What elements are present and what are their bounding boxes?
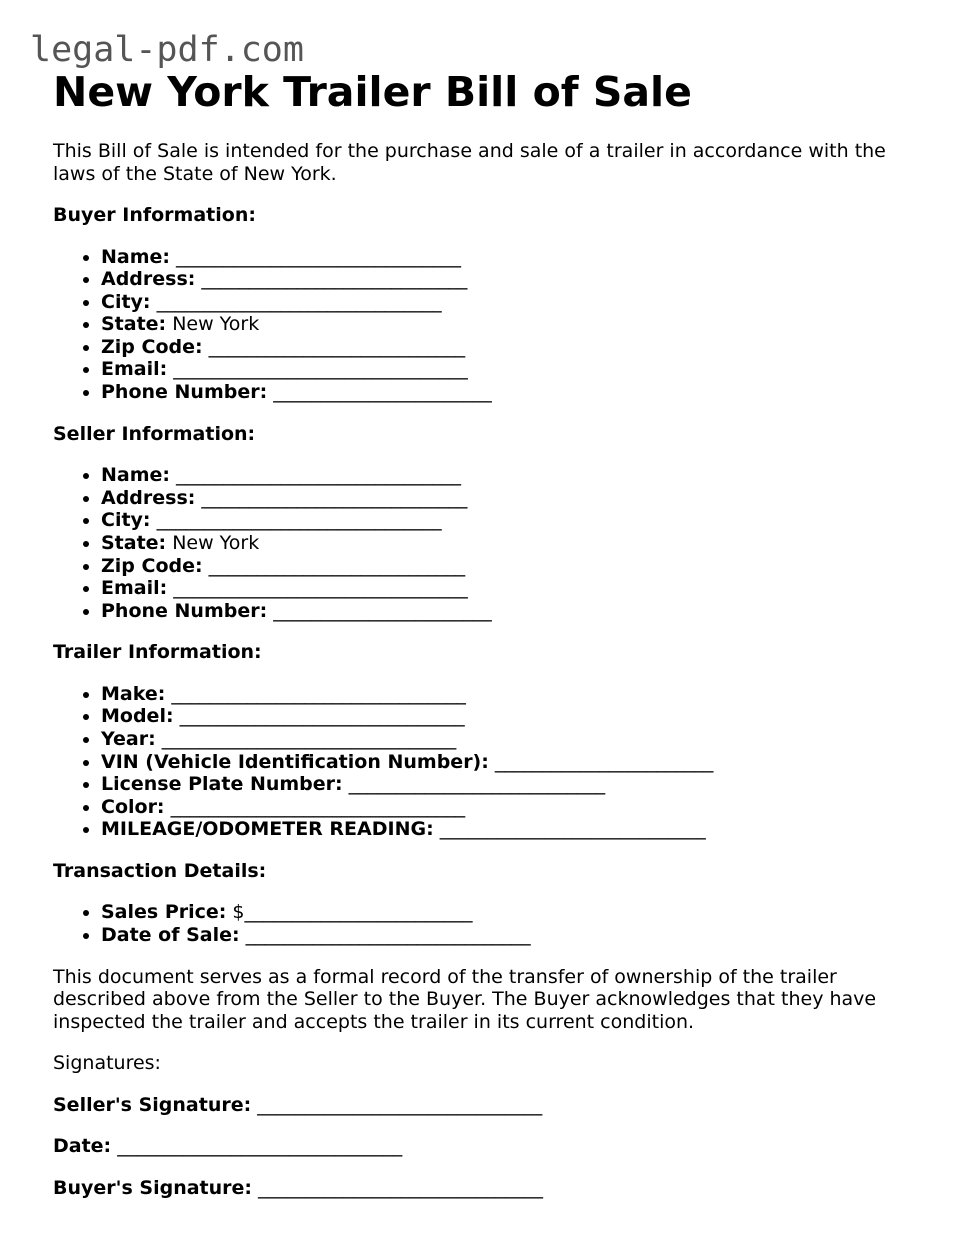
seller-state-field: [101, 532, 913, 555]
field-blank: ___________________________: [342, 773, 606, 796]
field-label: Address:: [101, 486, 196, 509]
signature-blank: ______________________________: [111, 1135, 403, 1158]
document-body: [53, 68, 913, 1199]
trailer-vin-field: [101, 751, 913, 774]
field-label: Make:: [101, 682, 166, 705]
field-blank: _______________________: [267, 381, 492, 404]
signature-blank: ______________________________: [251, 1093, 543, 1116]
transaction-fields-list: [53, 901, 913, 946]
seller-signature-line: [53, 1094, 913, 1117]
sales-price-field: [101, 901, 913, 924]
field-label: Zip Code:: [101, 554, 203, 577]
intro-paragraph: This Bill of Sale is intended for the purchase and sale of a trailer in accordance with the laws of the State of New York.: [53, 140, 886, 185]
field-label: Email:: [101, 358, 168, 381]
trailer-section-heading: Trailer Information:: [53, 641, 262, 664]
field-label: Phone Number:: [101, 599, 268, 622]
signature-blank: ______________________________: [252, 1176, 544, 1199]
seller-email-field: [101, 577, 913, 600]
seller-fields-list: [53, 464, 913, 622]
signature-date-line: [53, 1135, 913, 1158]
field-blank: ______________________________: [170, 245, 462, 268]
trailer-make-field: [101, 683, 913, 706]
signature-date-label: Date:: [53, 1135, 112, 1158]
field-label: Color:: [101, 795, 165, 818]
field-blank: ____________________________: [195, 268, 468, 291]
field-label: Zip Code:: [101, 335, 203, 358]
field-label: Address:: [101, 268, 196, 291]
seller-section-heading: Seller Information:: [53, 422, 256, 445]
field-blank: _______________________: [267, 599, 492, 622]
field-label: Year:: [101, 728, 156, 750]
field-blank: $________________________: [226, 901, 473, 924]
seller-address-field: [101, 487, 913, 510]
field-blank: ___________________________: [202, 554, 466, 577]
field-blank: _______________________________: [167, 577, 468, 600]
buyer-section-heading: Buyer Information:: [53, 204, 256, 226]
buyer-zip-field: [101, 336, 913, 359]
buyer-address-field: [101, 268, 913, 291]
field-label: State:: [101, 313, 167, 336]
field-blank: ______________________________: [170, 464, 462, 487]
field-label: City:: [101, 509, 151, 532]
field-label: License Plate Number:: [101, 773, 343, 796]
transaction-section-heading: Transaction Details:: [53, 859, 267, 882]
buyer-city-field: [101, 291, 913, 314]
field-blank: ___________________________: [202, 335, 466, 358]
field-label: State:: [101, 531, 167, 554]
field-blank: _______________________________: [165, 682, 466, 705]
field-label: Email:: [101, 577, 168, 600]
seller-name-field: [101, 464, 913, 487]
trailer-plate-field: [101, 773, 913, 796]
trailer-model-field: [101, 705, 913, 728]
field-label: Phone Number:: [101, 381, 268, 404]
signatures-heading: Signatures:: [53, 1052, 161, 1075]
buyer-email-field: [101, 358, 913, 381]
buyer-state-field: [101, 313, 913, 336]
closing-paragraph: This document serves as a formal record of the transfer of ownership of the trailer described above from the Seller to the Buyer. The Buyer acknowledges that they have inspected the trailer and accepts the trailer in its current condition.: [53, 965, 877, 1033]
field-blank: _______________________________: [167, 358, 468, 381]
field-value: New York: [166, 313, 260, 336]
field-label: Sales Price:: [101, 901, 227, 924]
date-of-sale-field: [101, 924, 913, 947]
trailer-color-field: [101, 796, 913, 819]
seller-phone-field: [101, 600, 913, 623]
field-label: Name:: [101, 245, 171, 268]
seller-city-field: [101, 509, 913, 532]
buyer-signature-label: Buyer's Signature:: [53, 1176, 252, 1199]
field-value: New York: [166, 531, 260, 554]
field-label: VIN (Vehicle Identification Number):: [101, 750, 489, 773]
watermark-text: legal-pdf.com: [30, 30, 304, 70]
field-label: Model:: [101, 705, 174, 728]
seller-signature-label: Seller's Signature:: [53, 1093, 252, 1116]
seller-zip-field: [101, 555, 913, 578]
field-blank: ______________________________: [150, 290, 442, 313]
field-blank: _______________________________: [164, 795, 466, 818]
field-blank: _______________________: [488, 750, 714, 773]
buyer-phone-field: [101, 381, 913, 404]
field-blank: ____________________________: [195, 486, 468, 509]
document-title: New York Trailer Bill of Sale: [53, 68, 692, 116]
field-label: MILEAGE/ODOMETER READING:: [101, 818, 434, 841]
trailer-year-field: [101, 728, 913, 751]
field-blank: _______________________________: [155, 728, 457, 750]
field-blank: ____________________________: [433, 818, 706, 841]
field-blank: ______________________________: [239, 924, 531, 947]
field-blank: ______________________________: [150, 509, 442, 532]
buyer-fields-list: [53, 246, 913, 404]
buyer-signature-line: [53, 1177, 913, 1200]
trailer-mileage-field: [101, 818, 913, 841]
trailer-fields-list: [53, 683, 913, 841]
field-blank: ______________________________: [173, 705, 465, 728]
field-label: City:: [101, 290, 151, 313]
buyer-name-field: [101, 246, 913, 269]
field-label: Name:: [101, 464, 171, 487]
field-label: Date of Sale:: [101, 924, 240, 947]
